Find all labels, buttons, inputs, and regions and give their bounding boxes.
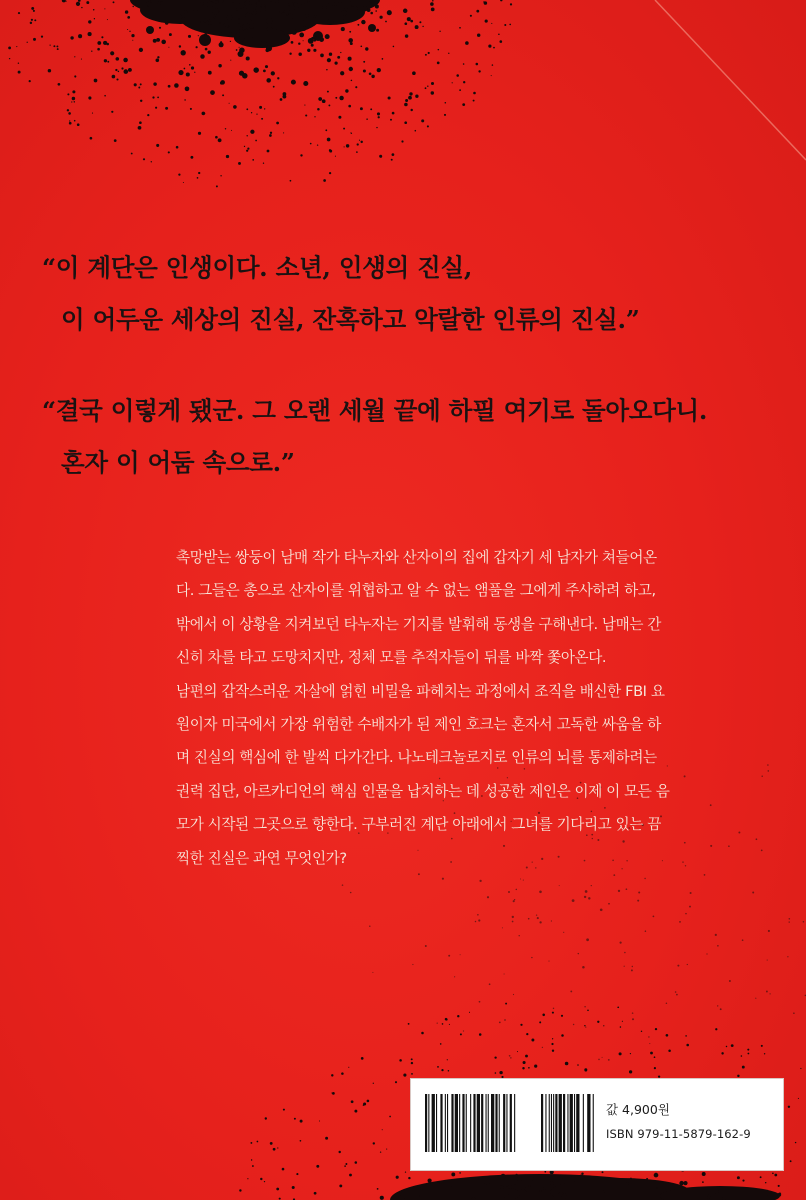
synopsis-line: 촉망받는 쌍둥이 남매 작가 타누자와 산자이의 집에 갑자기 세 남자가 쳐들어온	[176, 549, 657, 566]
synopsis-line: 남편의 갑작스러운 자살에 얽힌 비밀을 파헤치는 과정에서 조직을 배신한 FBI 요	[176, 682, 665, 700]
price-text: 값 4,900원	[606, 1102, 670, 1117]
synopsis-line: 며 진실의 핵심에 한 발씩 다가간다. 나노테크놀로지로 인류의 뇌를 통제하려는	[176, 749, 657, 767]
synopsis-line: 다. 그들은 총으로 산자이를 위협하고 알 수 없는 앰풀을 그에게 주사하려 하고,	[176, 582, 656, 600]
quote-line: 혼자 이 어둠 속으로.”	[61, 448, 295, 477]
synopsis-line: 신히 차를 타고 도망치지만, 정체 모를 추적자들이 뒤를 바짝 쫓아온다.	[176, 649, 607, 667]
synopsis-line: 권력 집단, 아르카디언의 핵심 인물을 납치하는 데 성공한 제인은 이제 이 모든 음	[176, 782, 670, 800]
synopsis-line: 찍한 진실은 과연 무엇인가?	[176, 849, 347, 867]
pull-quote-2	[42, 385, 782, 489]
isbn-text: ISBN 979-11-5879-162-9	[606, 1127, 751, 1141]
quote-line: “이 계단은 인생이다. 소년, 인생의 진실,	[42, 253, 473, 282]
isbn-barcode-label	[410, 1078, 784, 1171]
synopsis-line: 원이자 미국에서 가장 위험한 수배자가 된 제인 호크는 혼자서 고독한 싸움을 하	[176, 716, 661, 734]
barcode-icon	[425, 1094, 595, 1152]
synopsis-line: 밖에서 이 상황을 지켜보던 타누자는 기지를 발휘해 동생을 구해낸다. 남매는 간	[176, 615, 661, 633]
synopsis-text	[176, 541, 766, 875]
synopsis-line: 모가 시작된 그곳으로 향한다. 구부러진 계단 아래에서 그녀를 기다리고 있는 끔	[176, 816, 661, 834]
pull-quote-1	[42, 242, 782, 346]
quote-line: “결국 이렇게 됐군. 그 오랜 세월 끝에 하필 여기로 돌아오다니.	[42, 396, 708, 425]
quote-line: 이 어두운 세상의 진실, 잔혹하고 악랄한 인류의 진실.”	[61, 305, 640, 334]
